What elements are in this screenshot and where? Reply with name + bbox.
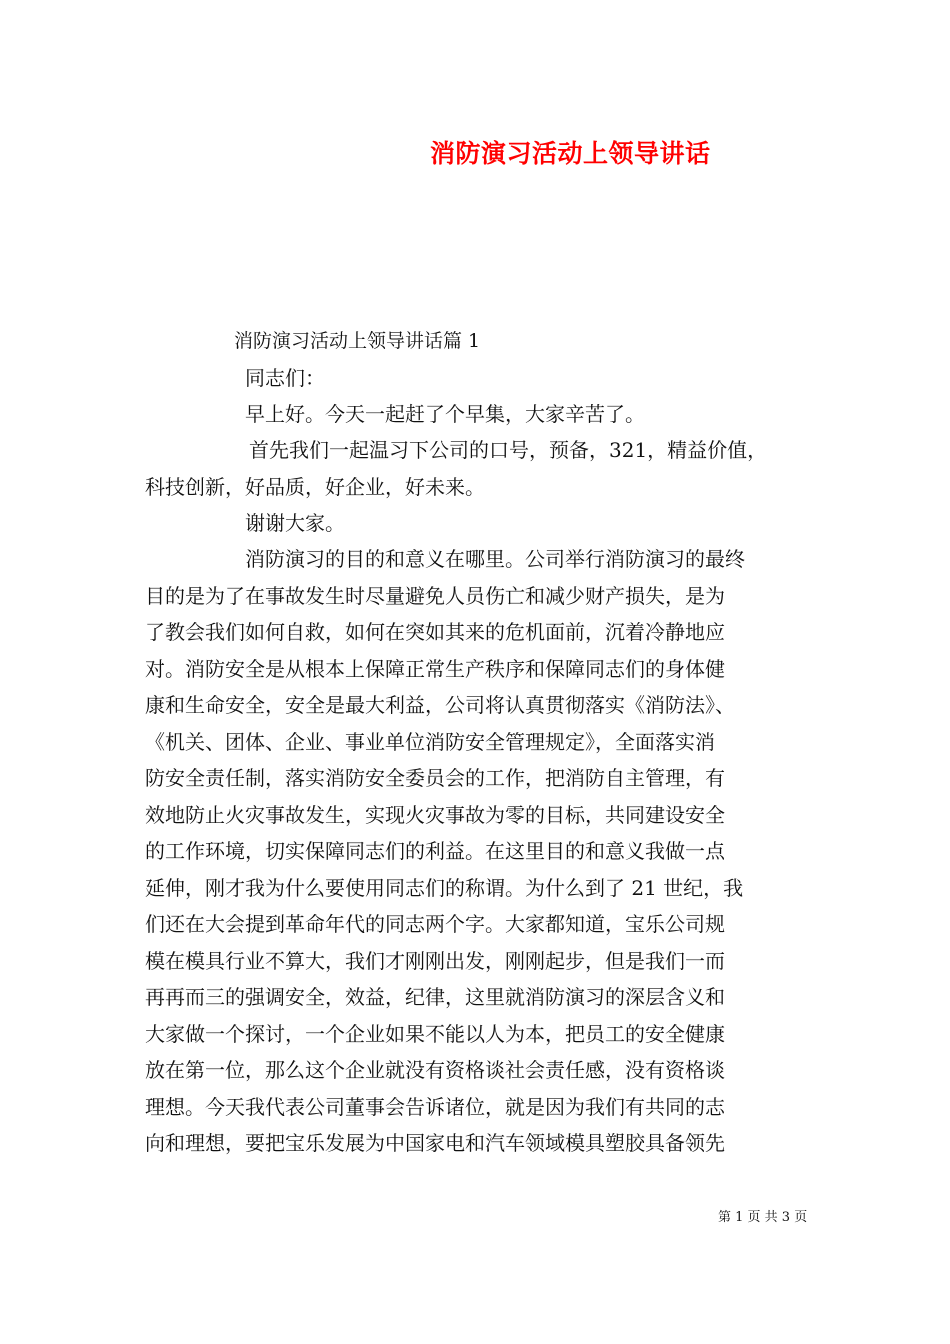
text-line: 了教会我们如何自救，如何在突如其来的危机面前，沉着冷静地应 (145, 620, 725, 644)
text-line: 放在第一位，那么这个企业就没有资格谈社会责任感，没有资格谈 (145, 1058, 725, 1082)
section-heading: 消防演习活动上领导讲话篇 1 (234, 330, 481, 352)
text-line: 科技创新，好品质，好企业，好未来。 (145, 475, 485, 499)
text-line: 康和生命安全，安全是最大利益，公司将认真贯彻落实《消防法》、 (145, 693, 735, 717)
page-number-footer: 第 1 页 共 3 页 (718, 1210, 808, 1225)
text-line: 目的是为了在事故发生时尽量避免人员伤亡和减少财产损失，是为 (145, 584, 725, 608)
text-line: 们还在大会提到革命年代的同志两个字。大家都知道，宝乐公司规 (145, 912, 725, 936)
text-line: 消防演习的目的和意义在哪里。公司举行消防演习的最终 (245, 547, 745, 571)
text-line: 大家做一个探讨，一个企业如果不能以人为本，把员工的安全健康 (145, 1022, 725, 1046)
text-line: 同志们： (245, 366, 325, 390)
text-line: 首先我们一起温习下公司的口号，预备，321，精益价值， (249, 438, 768, 462)
text-line: 效地防止火灾事故发生，实现火灾事故为零的目标，共同建设安全 (145, 803, 725, 827)
text-line: 防安全责任制，落实消防安全委员会的工作，把消防自主管理，有 (145, 766, 725, 790)
text-line: 延伸，刚才我为什么要使用同志们的称谓。为什么到了 21 世纪，我 (145, 876, 744, 900)
text-line: 再再而三的强调安全，效益，纪律，这里就消防演习的深层含义和 (145, 985, 725, 1009)
text-line: 《机关、团体、企业、事业单位消防安全管理规定》，全面落实消 (145, 730, 715, 754)
text-line: 向和理想，要把宝乐发展为中国家电和汽车领域模具塑胶具备领先 (145, 1131, 725, 1155)
text-line: 模在模具行业不算大，我们才刚刚出发，刚刚起步，但是我们一而 (145, 949, 725, 973)
text-line: 对。消防安全是从根本上保障正常生产秩序和保障同志们的身体健 (145, 657, 725, 681)
text-line: 早上好。今天一起赶了个早集，大家辛苦了。 (245, 402, 645, 426)
text-line: 的工作环境，切实保障同志们的利益。在这里目的和意义我做一点 (145, 839, 725, 863)
document-title: 消防演习活动上领导讲话 (430, 139, 711, 168)
text-line: 理想。今天我代表公司董事会告诉诸位，就是因为我们有共同的志 (145, 1095, 725, 1119)
text-line: 谢谢大家。 (245, 511, 345, 535)
